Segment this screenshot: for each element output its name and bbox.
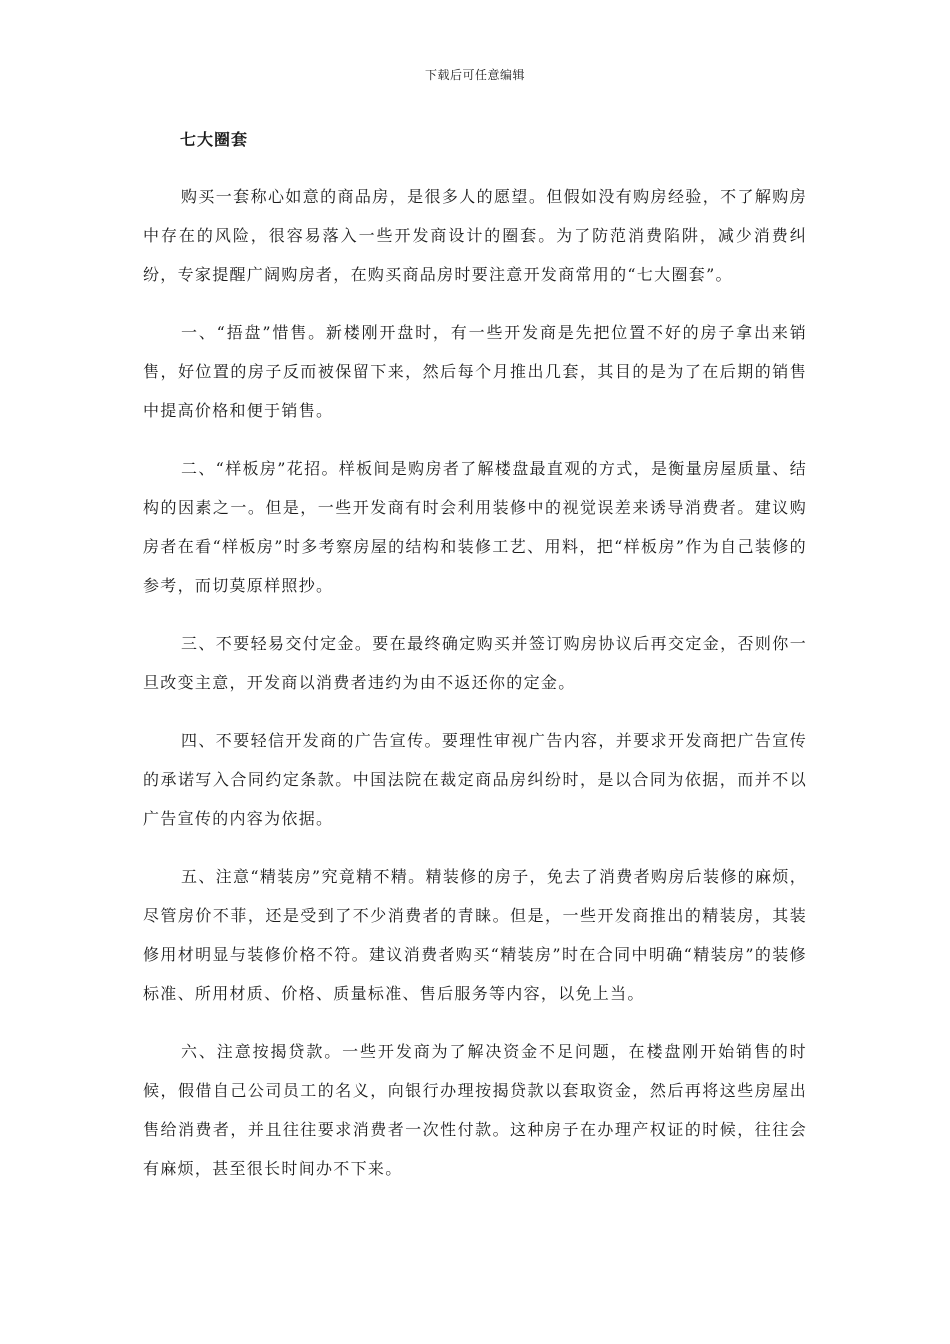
paragraph-item-3: 三、不要轻易交付定金。要在最终确定购买并签订购房协议后再交定金，否则你一旦改变主意，开发商以消费者违约为由不返还你的定金。 (143, 634, 807, 692)
paragraph-item-6: 六、注意按揭贷款。一些开发商为了解决资金不足问题，在楼盘刚开始销售的时候，假借自己公司员工的名义，向银行办理按揭贷款以套取资金，然后再将这些房屋出售给消费者，并且往往要求消费者一次性付款。这种房子在办理产权证的时候，往往会有麻烦，甚至很长时间办不下来。 (143, 1042, 807, 1178)
header-note: 下载后可任意编辑 (424, 68, 525, 82)
document-body (143, 177, 807, 1207)
document-title: 七大圈套 (180, 130, 249, 149)
paragraph-item-4: 四、不要轻信开发商的广告宣传。要理性审视广告内容，并要求开发商把广告宣传的承诺写入合同约定条款。中国法院在裁定商品房纠纷时，是以合同为依据，而并不以广告宣传的内容为依据。 (143, 731, 807, 828)
paragraph-item-1: 一、“捂盘”惜售。新楼刚开盘时，有一些开发商是先把位置不好的房子拿出来销售，好位置的房子反而被保留下来，然后每个月推出几套，其目的是为了在后期的销售中提高价格和便于销售。 (143, 323, 807, 420)
paragraph-item-5: 五、注意“精装房”究竟精不精。精装修的房子，免去了消费者购房后装修的麻烦，尽管房价不菲，还是受到了不少消费者的青睐。但是，一些开发商推出的精装房，其装修用材明显与装修价格不符。建议消费者购买“精装房”时在合同中明确“精装房”的装修标准、所用材质、价格、质量标准、售后服务等内容，以免上当。 (143, 867, 807, 1003)
paragraph-intro: 购买一套称心如意的商品房，是很多人的愿望。但假如没有购房经验，不了解购房中存在的风险，很容易落入一些开发商设计的圈套。为了防范消费陷阱，减少消费纠纷，专家提醒广阔购房者，在购买商品房时要注意开发商常用的“七大圈套”。 (143, 187, 807, 284)
paragraph-item-2: 二、“样板房”花招。样板间是购房者了解楼盘最直观的方式，是衡量房屋质量、结构的因素之一。但是，一些开发商有时会利用装修中的视觉误差来诱导消费者。建议购房者在看“样板房”时多考察房屋的结构和装修工艺、用料，把“样板房”作为自己装修的参考，而切莫原样照抄。 (143, 459, 807, 595)
